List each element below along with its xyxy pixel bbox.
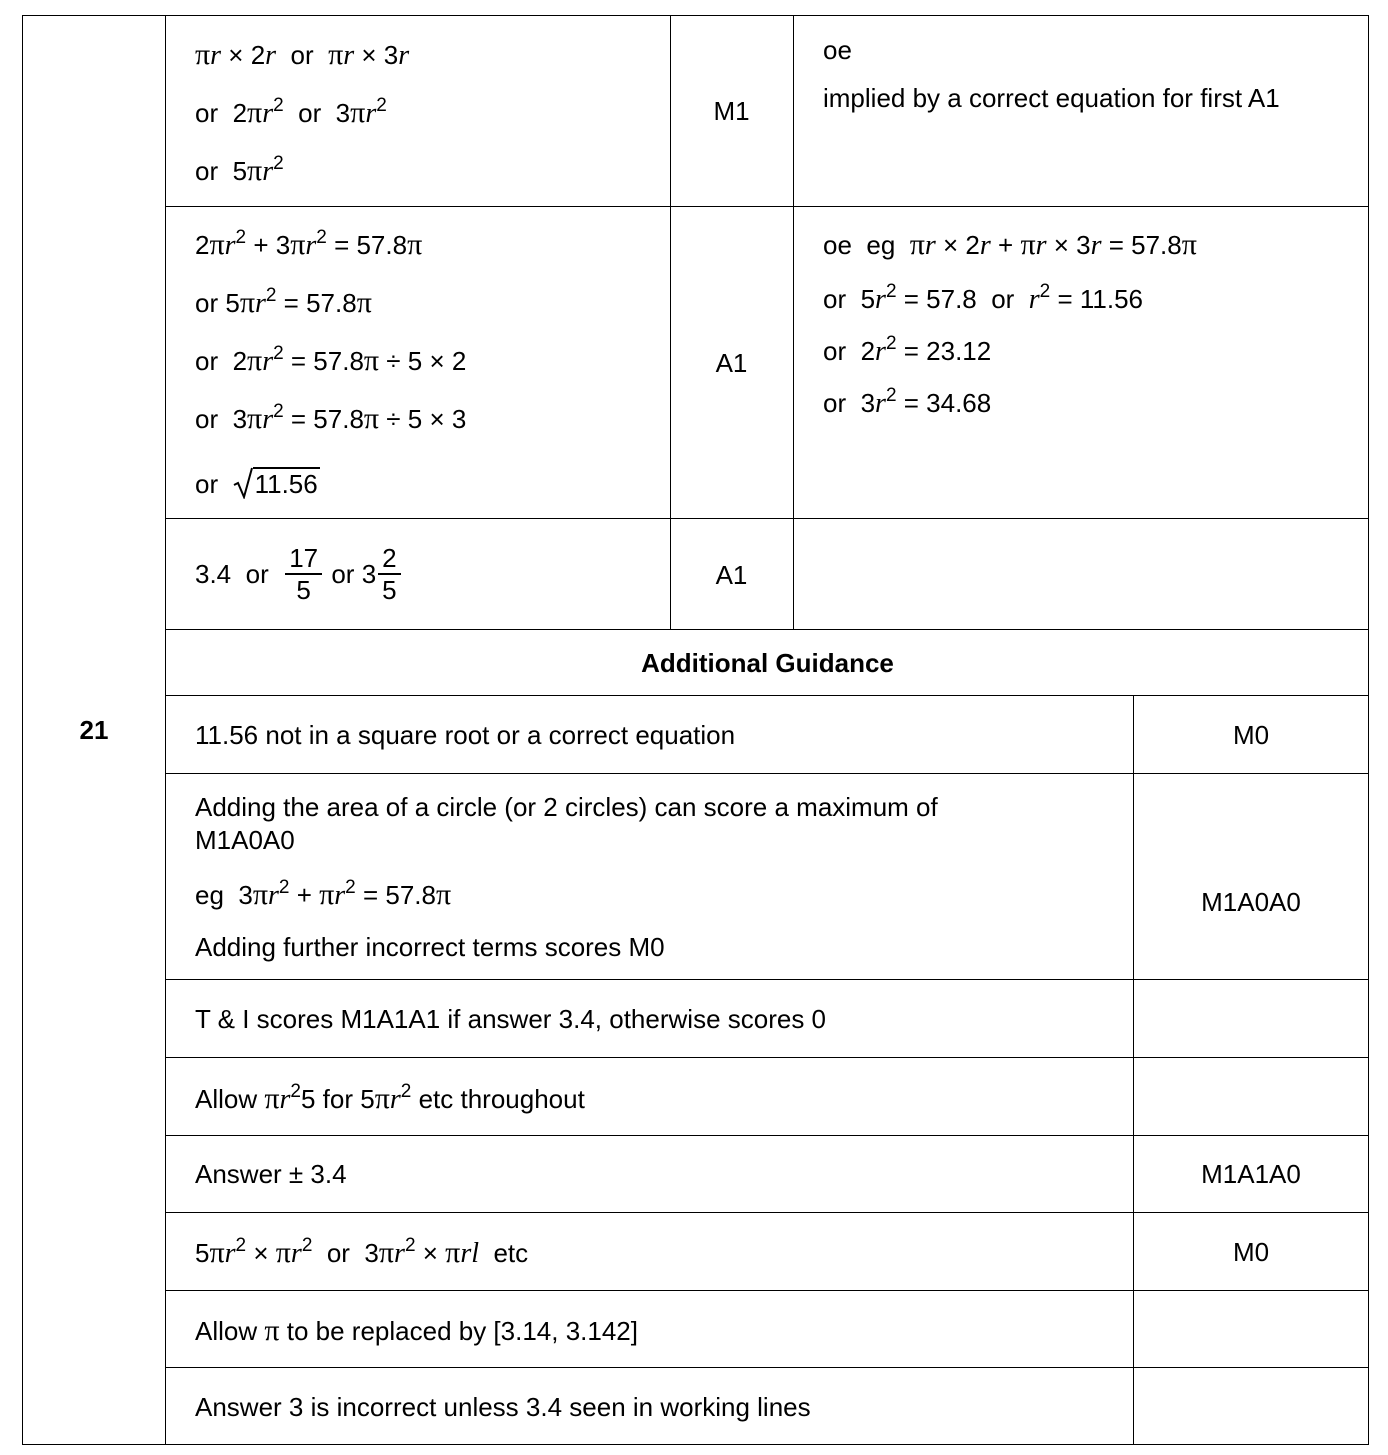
column-divider (793, 15, 794, 629)
fraction: $\frac{17}{5}$ (285, 543, 322, 605)
answer-line: $2\pi r^2 + 3\pi r^2 = 57.8\pi$ (195, 227, 423, 261)
guidance-note: Adding further incorrect terms scores M0 (195, 932, 665, 962)
row-divider (166, 629, 1369, 630)
guidance-text: Allow $\pi r^25$ for $5\pi r^2$ etc throughout (195, 1081, 585, 1115)
answer-line: πr × 2r or πr × 3r (195, 38, 410, 71)
row-divider (166, 1212, 1369, 1213)
guidance-text: M1A0A0 (195, 825, 295, 855)
guidance-text: Answer ± 3.4 (195, 1159, 347, 1189)
mark-value: A1 (715, 560, 748, 590)
answer-line: or $5\pi r^2 = 57.8\pi$ (195, 285, 372, 319)
row-divider (166, 1057, 1369, 1058)
row-divider (166, 1367, 1369, 1368)
square-root: 11.56 (233, 467, 320, 499)
guidance-mark: M1A1A0 (1201, 1159, 1301, 1189)
answer-line: or 11.56 (195, 469, 318, 499)
guidance-mark: M0 (1232, 720, 1270, 750)
question-number-cell (22, 15, 166, 1445)
guidance-text: $5\pi r^2 \times \pi r^2$ or $3\pi r^2 \times \pi rl$ etc (195, 1235, 529, 1269)
column-divider (1133, 695, 1134, 1445)
fraction: $\frac{2}{5}$ (378, 543, 400, 605)
row-divider (166, 1290, 1369, 1291)
answer-line: or $5\pi r^2$ (195, 153, 284, 187)
guidance-mark: M0 (1232, 1237, 1270, 1267)
question-number: 21 (79, 715, 109, 745)
comment-line: or $2r^2 = 23.12$ (823, 333, 992, 367)
guidance-mark: M1A0A0 (1201, 887, 1301, 917)
answer-line: or $2\pi r^2 = 57.8\pi \div 5 \times 2$ (195, 343, 467, 377)
comment-line: oe eg πr × 2r + πr × 3r = 57.8π (823, 228, 1197, 261)
comment-line: or $5r^2 = 57.8$ or $r^2 = 11.56$ (823, 281, 1144, 315)
row-divider (166, 1135, 1369, 1136)
guidance-text: 11.56 not in a square root or a correct equation (195, 720, 736, 750)
guidance-text: Answer 3 is incorrect unless 3.4 seen in working lines (195, 1392, 811, 1422)
guidance-text: Allow π to be replaced by [3.14, 3.142] (195, 1314, 638, 1347)
row-divider (166, 206, 1369, 207)
guidance-text: Adding the area of a circle (or 2 circles) can score a maximum of (195, 792, 938, 822)
guidance-heading: Additional Guidance (641, 648, 894, 678)
row-divider (166, 773, 1369, 774)
answer-line: or $3\pi r^2 = 57.8\pi \div 5 \times 3$ (195, 401, 467, 435)
guidance-text: T & I scores M1A1A1 if answer 3.4, otherwise scores 0 (195, 1004, 827, 1034)
row-divider (166, 979, 1369, 980)
row-divider (166, 695, 1369, 696)
comment-line: or $3r^2 = 34.68$ (823, 385, 992, 419)
comment-line: implied by a correct equation for first A1 (823, 83, 1280, 113)
answer-line: or $2\pi r^2$ or $3\pi r^2$ (195, 95, 387, 129)
row-divider (166, 518, 1369, 519)
comment-line: oe (823, 35, 852, 65)
mark-value: A1 (715, 348, 748, 378)
mark-value: M1 (713, 96, 750, 126)
guidance-example: eg $3\pi r^2 + \pi r^2 = 57.8\pi$ (195, 877, 452, 911)
final-answer: 3.4 or $\frac{17}{5}$ or 3 $\frac{2}{5}$ (195, 543, 403, 605)
